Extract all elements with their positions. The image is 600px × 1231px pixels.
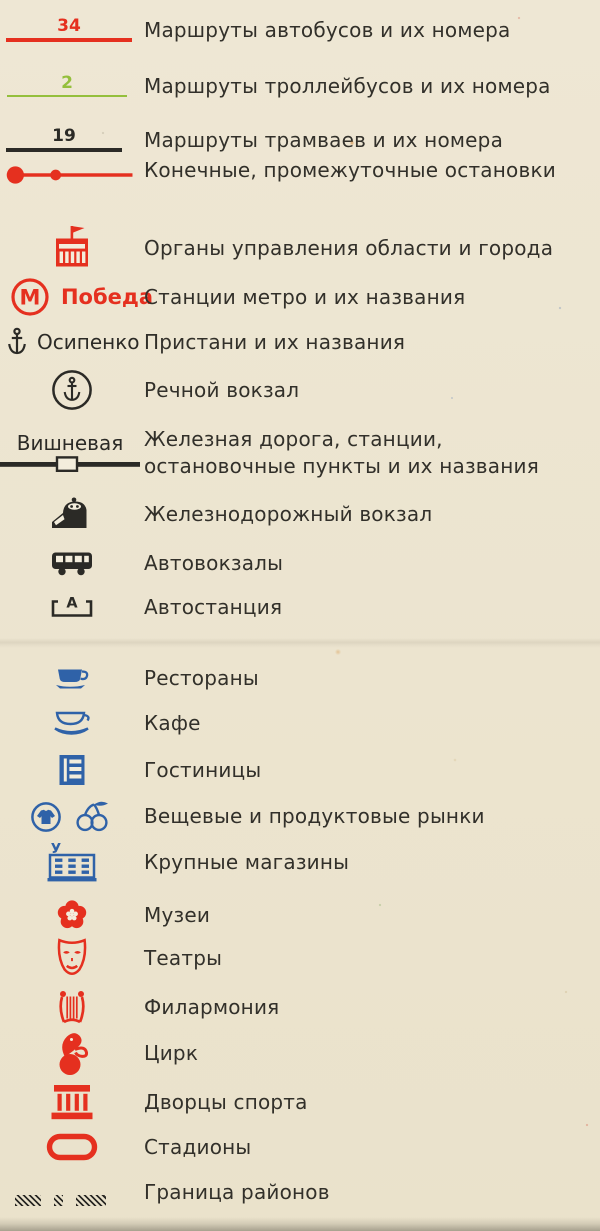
locomotive-icon <box>49 497 95 531</box>
legend-label: Дворцы спорта <box>144 1089 308 1114</box>
metro-icon <box>9 276 51 318</box>
legend-row-bus-terminals <box>0 541 600 585</box>
svg-text:А: А <box>66 595 78 612</box>
legend-label: Станции метро и их названия <box>144 284 466 309</box>
legend-label: Филармония <box>144 994 280 1019</box>
legend-label: Маршруты автобусов и их номера <box>144 17 511 42</box>
trolleybus-route-line-icon <box>7 95 127 98</box>
legend-label: Органы управления области и города <box>144 235 554 260</box>
railway-line-icon <box>0 454 140 474</box>
paper-crease <box>0 638 600 648</box>
legend-label: Железная дорога, станции, остановочные пункты и их названия <box>144 427 539 478</box>
legend-row-museums <box>0 893 600 937</box>
legend-row-trolleybus-routes <box>0 64 600 108</box>
legend-row-railway <box>0 424 600 482</box>
legend-label: Стадионы <box>144 1134 252 1159</box>
sports-palace-icon <box>49 1083 95 1121</box>
trolleybus-route-number: 2 <box>61 72 73 93</box>
bus-station-icon <box>47 594 97 620</box>
svg-text:У: У <box>50 841 62 857</box>
legend-row-theaters <box>0 936 600 980</box>
legend-label: Вещевые и продуктовые рынки <box>144 803 485 828</box>
river-terminal-icon <box>50 368 94 412</box>
legend-row-stops <box>0 148 600 192</box>
legend-label: Автостанция <box>144 594 283 619</box>
legend-label: Крупные магазины <box>144 849 350 874</box>
legend-label: Гостиницы <box>144 757 262 782</box>
legend-row-hotels <box>0 748 600 792</box>
legend-label: Автовокзалы <box>144 550 284 575</box>
legend-row-railway-terminal <box>0 492 600 536</box>
legend-label: Речной вокзал <box>144 377 300 402</box>
legend-label: Маршруты троллейбусов и их номера <box>144 73 551 98</box>
legend-label: Граница районов <box>144 1179 330 1204</box>
stadium-icon <box>45 1132 99 1162</box>
legend-row-bus-station <box>0 585 600 629</box>
circus-icon <box>54 1030 90 1076</box>
legend-label: Маршруты трамваев и их номера <box>144 127 504 152</box>
legend-label: Музеи <box>144 902 211 927</box>
legend-label: Театры <box>144 945 223 970</box>
district-boundary-icon <box>15 1195 106 1206</box>
legend-row-circus <box>0 1031 600 1075</box>
legend-row-government <box>0 226 600 270</box>
stops-line-icon <box>0 162 144 188</box>
legend-row-department-stores <box>0 840 600 884</box>
legend-label: Конечные, промежуточные остановки <box>144 157 556 182</box>
bus-route-number: 34 <box>57 16 81 37</box>
legend-row-district-boundary <box>0 1170 600 1214</box>
legend-row-bus-routes <box>0 8 600 52</box>
legend-label: Кафе <box>144 710 201 735</box>
lyre-icon <box>55 987 89 1027</box>
tram-route-number: 19 <box>52 126 76 147</box>
legend-label: Пристани и их названия <box>144 329 406 354</box>
bus-icon <box>50 549 94 577</box>
markets-icon <box>28 797 116 835</box>
legend-row-philharmonic <box>0 985 600 1029</box>
legend-label: Цирк <box>144 1040 199 1065</box>
government-building-icon <box>52 225 92 271</box>
legend-row-cafes <box>0 701 600 745</box>
museum-rosette-icon <box>54 897 90 933</box>
anchor-icon <box>6 327 28 357</box>
legend-row-stadiums <box>0 1125 600 1169</box>
restaurant-cup-icon <box>52 664 92 692</box>
department-store-icon <box>44 841 100 883</box>
legend-row-sports-palaces <box>0 1080 600 1124</box>
metro-station-name: Победа <box>60 285 154 309</box>
page-bottom-edge <box>0 1217 600 1231</box>
bus-route-line-icon <box>6 38 132 41</box>
legend-row-markets <box>0 794 600 838</box>
legend-label: Железнодорожный вокзал <box>144 501 433 526</box>
legend-row-restaurants <box>0 656 600 700</box>
theater-mask-icon <box>56 937 88 979</box>
pier-name: Осипенко <box>37 330 140 354</box>
cafe-cup-icon <box>51 708 93 738</box>
legend-row-metro <box>0 275 600 319</box>
legend-label: Рестораны <box>144 665 259 690</box>
legend-row-river-terminal <box>0 368 600 412</box>
bus-route-symbol <box>0 18 144 41</box>
stops-symbol <box>0 162 144 178</box>
trolleybus-route-symbol <box>0 72 144 98</box>
railway-station-name: Вишневая <box>16 431 124 455</box>
svg-text:М: М <box>19 285 41 310</box>
hotel-icon <box>57 753 87 787</box>
legend-row-piers <box>0 320 600 364</box>
